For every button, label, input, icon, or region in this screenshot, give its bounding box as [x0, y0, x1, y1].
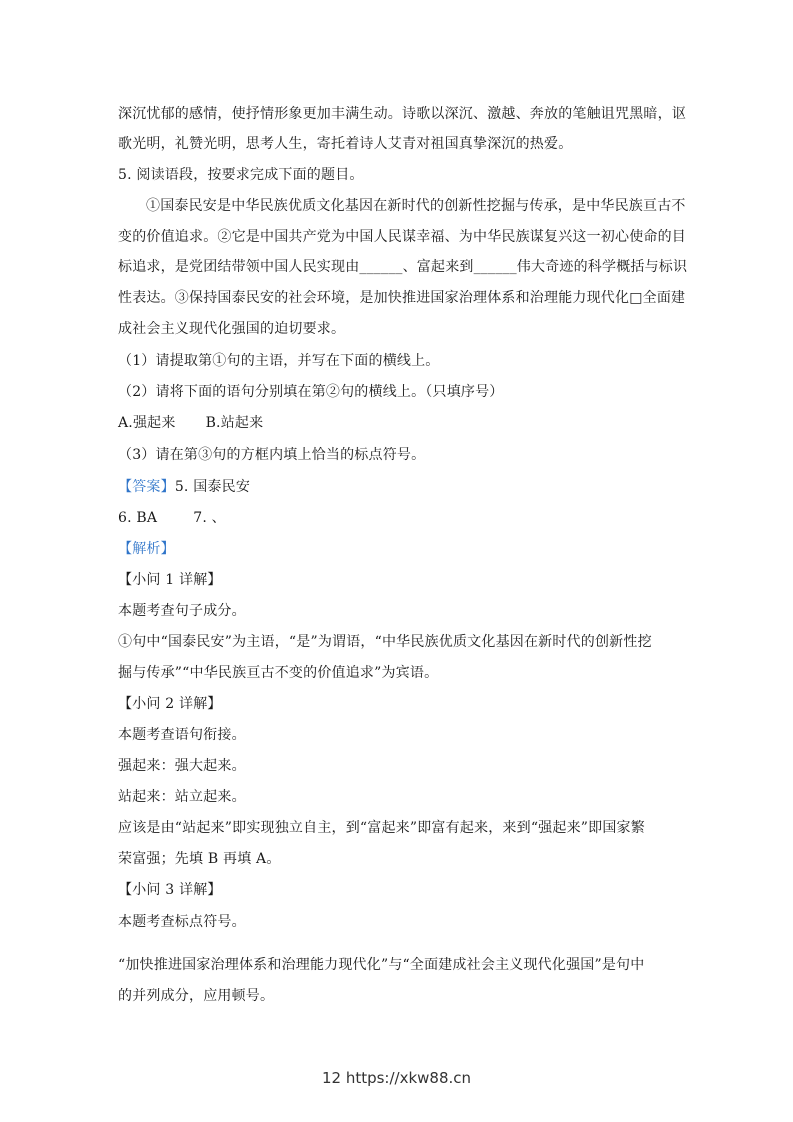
- answer-tag: 【答案】: [118, 479, 175, 495]
- option-a: A.强起来: [118, 415, 176, 431]
- answer-5: 5. 国泰民安: [174, 479, 251, 495]
- q3-line-1: 本题考查标点符号。: [118, 914, 246, 930]
- passage-line-3: 标追求，是党团结带领中国人民实现由______、富起来到______伟大奇迹的科学概括与标识: [118, 259, 688, 275]
- poem-analysis-line-1: 深沉忧郁的感情，使抒情形象更加丰满生动。诗歌以深沉、激越、奔放的笔触诅咒黑暗，讴: [118, 106, 686, 122]
- sub-question-1: （1）请提取第①句的主语，并写在下面的横线上。: [118, 353, 440, 369]
- q1-detail-title: 【小问 1 详解】: [118, 572, 222, 588]
- q3-line-2: “加快推进国家治理体系和治理能力现代化”与“全面建成社会主义现代化强国”是句中: [118, 957, 645, 973]
- q2-line-5: 荣富强；先填 B 再填 A。: [118, 851, 281, 867]
- q3-line-3: 的并列成分，应用顿号。: [118, 988, 275, 1004]
- footer-url[interactable]: https://xkw88.cn: [345, 1069, 472, 1087]
- passage-line-1: ①国泰民安是中华民族优质文化基因在新时代的创新性挖掘与传承，是中华民族亘古不: [146, 198, 686, 214]
- poem-analysis-line-2: 歌光明，礼赞光明，思考人生，寄托着诗人艾青对祖国真挚深沉的热爱。: [118, 136, 573, 152]
- option-b: B.站起来: [205, 415, 264, 431]
- q2-line-4: 应该是由“站起来”即实现独立自主，到“富起来”即富有起来，来到“强起来”即国家繁: [118, 820, 645, 836]
- q2-detail-title: 【小问 2 详解】: [118, 696, 222, 712]
- q1-line-3: 掘与传承”“中华民族亘古不变的价值追求”为宾语。: [118, 665, 439, 681]
- question-title: 5. 阅读语段，按要求完成下面的题目。: [118, 167, 364, 183]
- q2-line-2: 强起来：强大起来。: [118, 758, 246, 774]
- q1-line-1: 本题考查句子成分。: [118, 603, 246, 619]
- answer-row: [118, 477, 250, 497]
- sub-question-2: （2）请将下面的语句分别填在第②句的横线上。（只填序号）: [118, 384, 504, 400]
- answer-6: 6. BA: [118, 510, 158, 526]
- analysis-tag: 【解析】: [118, 541, 175, 557]
- passage-line-4: 性表达。③保持国泰民安的社会环境，是加快推进国家治理体系和治理能力现代化□全面建: [118, 290, 686, 306]
- q2-line-3: 站起来：站立起来。: [118, 789, 246, 805]
- options-row: [118, 413, 263, 433]
- passage-line-2: 变的价值追求。②它是中国共产党为中国人民谋幸福、为中华民族谋复兴这一初心使命的目: [118, 229, 686, 245]
- answer-7: 7. 、: [193, 510, 226, 526]
- answer-row-2: [118, 508, 226, 528]
- q3-detail-title: 【小问 3 详解】: [118, 882, 222, 898]
- passage-line-5: 成社会主义现代化强国的迫切要求。: [118, 321, 346, 337]
- q2-line-1: 本题考查语句衔接。: [118, 727, 246, 743]
- page-number: 12: [321, 1069, 342, 1087]
- q1-line-2: ①句中“国泰民安”为主语，“是”为谓语，“中华民族优质文化基因在新时代的创新性挖: [118, 634, 652, 650]
- page-footer: [0, 1069, 793, 1087]
- sub-question-3: （3）请在第③句的方框内填上恰当的标点符号。: [118, 447, 426, 463]
